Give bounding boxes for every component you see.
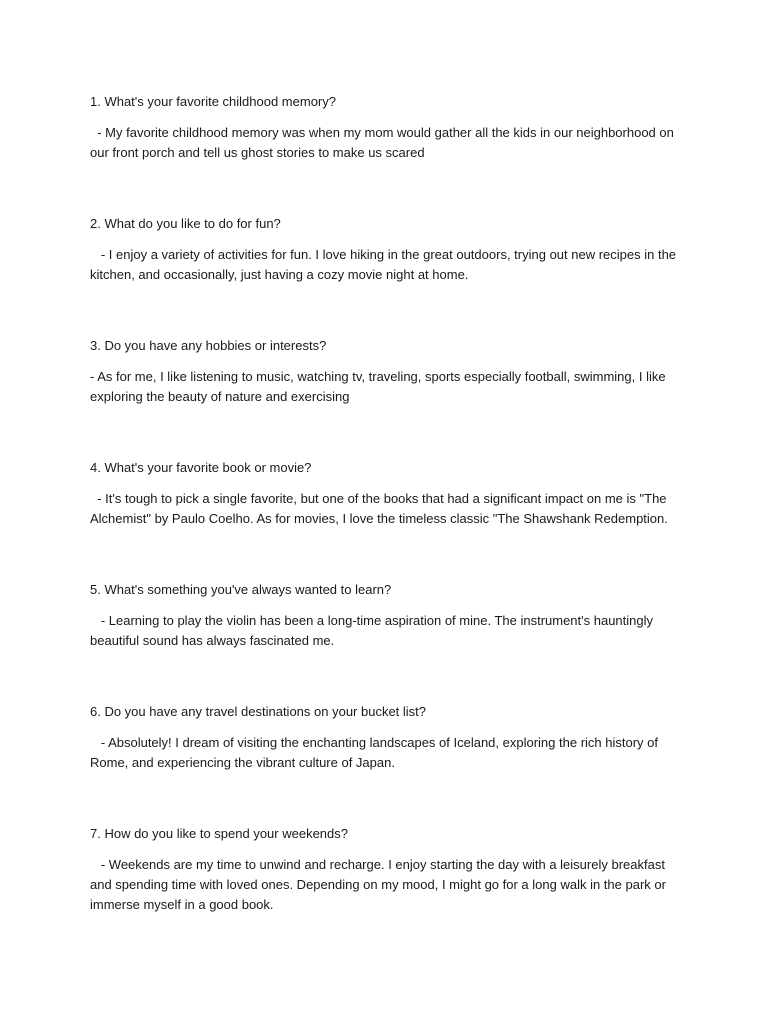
question-text: 5. What's something you've always wanted to learn? [90, 582, 392, 597]
answer-text: - Absolutely! I dream of visiting the enchanting landscapes of Iceland, exploring the rich history of Rome, and experiencing the vibrant culture of Japan. [90, 735, 662, 770]
answer-text: - As for me, I like listening to music, watching tv, traveling, sports especially football, swimming, I like exploring the beauty of nature and exercising [90, 369, 670, 404]
question-text: 4. What's your favorite book or movie? [90, 460, 312, 475]
answer-text: - My favorite childhood memory was when my mom would gather all the kids in our neighborhood on our front porch and tell us ghost stories to make us scared [90, 125, 678, 160]
qa-item-3 [90, 336, 680, 407]
answer-text: - Weekends are my time to unwind and recharge. I enjoy starting the day with a leisurely breakfast and spending time with loved ones. Depending on my mood, I might go for a long walk in the park or immerse myself in a good book. [90, 857, 670, 912]
question-text: 3. Do you have any hobbies or interests? [90, 338, 327, 353]
qa-item-5 [90, 580, 680, 651]
answer-text: - I enjoy a variety of activities for fun. I love hiking in the great outdoors, trying out new recipes in the kitchen, and occasionally, just having a cozy movie night at home. [90, 247, 680, 282]
qa-item-1 [90, 92, 680, 163]
qa-item-2 [90, 214, 680, 285]
qa-item-7 [90, 824, 680, 915]
question-text: 6. Do you have any travel destinations on your bucket list? [90, 704, 427, 719]
answer-text: - It's tough to pick a single favorite, but one of the books that had a significant impact on me is "The Alchemist" by Paulo Coelho. As for movies, I love the timeless classic "The Shawshank Redemption. [90, 491, 670, 526]
qa-item-4 [90, 458, 680, 529]
qa-item-6 [90, 702, 680, 773]
document-body [90, 92, 680, 966]
question-text: 2. What do you like to do for fun? [90, 216, 281, 231]
question-text: 7. How do you like to spend your weekends? [90, 826, 348, 841]
question-text: 1. What's your favorite childhood memory? [90, 94, 336, 109]
answer-text: - Learning to play the violin has been a long-time aspiration of mine. The instrument's hauntingly beautiful sound has always fascinated me. [90, 613, 657, 648]
